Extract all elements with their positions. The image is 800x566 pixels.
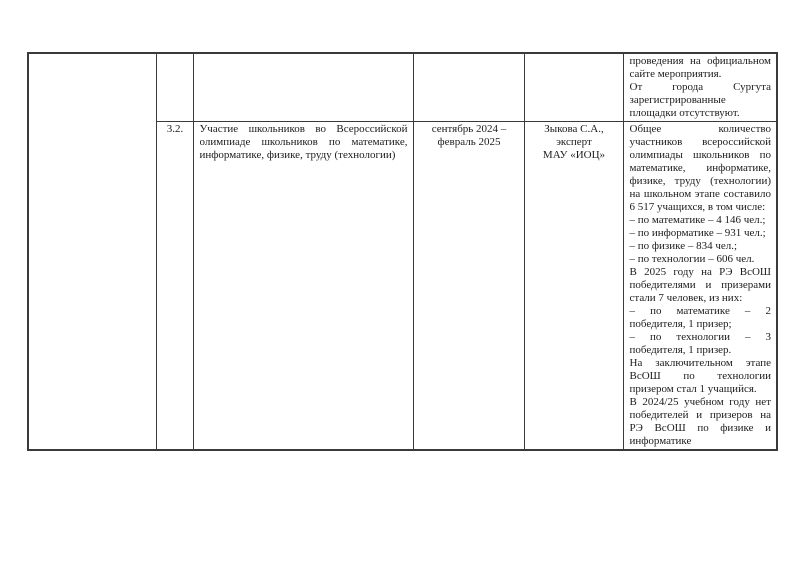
cell-left-merged-empty — [28, 53, 156, 450]
result-paragraph: На заключительном этапе ВсОШ по технологии призером стал 1 учащийся. — [629, 357, 771, 395]
result-paragraph: В 2025 году на РЭ ВсОШ победителями и призерами стали 7 человек, из них: — [629, 266, 771, 304]
result-paragraph: – по технологии – 3 победителя, 1 призер. — [629, 331, 771, 356]
result-paragraph: В 2024/25 учебном году нет победителей и призеров на РЭ ВсОШ по физике и информатике — [629, 396, 771, 447]
cell-result — [623, 122, 777, 451]
result-paragraph: проведения на официальном сайте мероприятия. — [629, 55, 771, 80]
responsible-line: МАУ «ИОЦ» — [542, 149, 606, 161]
cell-result-continuation — [623, 53, 777, 122]
result-paragraph: – по информатике – 931 чел.; — [629, 227, 766, 239]
period-line: февраль 2025 — [437, 136, 501, 148]
result-paragraph: – по физике – 834 чел.; — [629, 240, 738, 252]
cell-activity: Участие школьников во Всероссийской олимпиаде школьников по математике, информатике, физике, труду (технологии) — [193, 122, 413, 451]
result-paragraph: – по математике – 4 146 чел.; — [629, 214, 766, 226]
activities-table — [27, 52, 778, 451]
cell-activity-empty — [193, 53, 413, 122]
table-row-continuation — [28, 53, 777, 122]
cell-period-empty — [413, 53, 524, 122]
result-paragraph: – по технологии – 606 чел. — [629, 253, 755, 265]
cell-number-empty — [156, 53, 193, 122]
result-paragraph: От города Сургута зарегистрированные площадки отсутствуют. — [629, 81, 771, 119]
result-paragraph: Общее количество участников всероссийской олимпиады школьников по математике, информатике, физике, труду (технологии) на школьном этапе составило 6 517 учащихся, в том числе: — [629, 123, 771, 213]
responsible-line: эксперт — [556, 136, 592, 148]
cell-responsible-empty — [524, 53, 623, 122]
responsible-line: Зыкова С.А., — [544, 123, 604, 135]
cell-responsible — [524, 122, 623, 451]
period-line: сентябрь 2024 – — [431, 123, 507, 135]
cell-row-number: 3.2. — [156, 122, 193, 451]
result-paragraph: – по математике – 2 победителя, 1 призер; — [629, 305, 771, 330]
cell-period — [413, 122, 524, 451]
